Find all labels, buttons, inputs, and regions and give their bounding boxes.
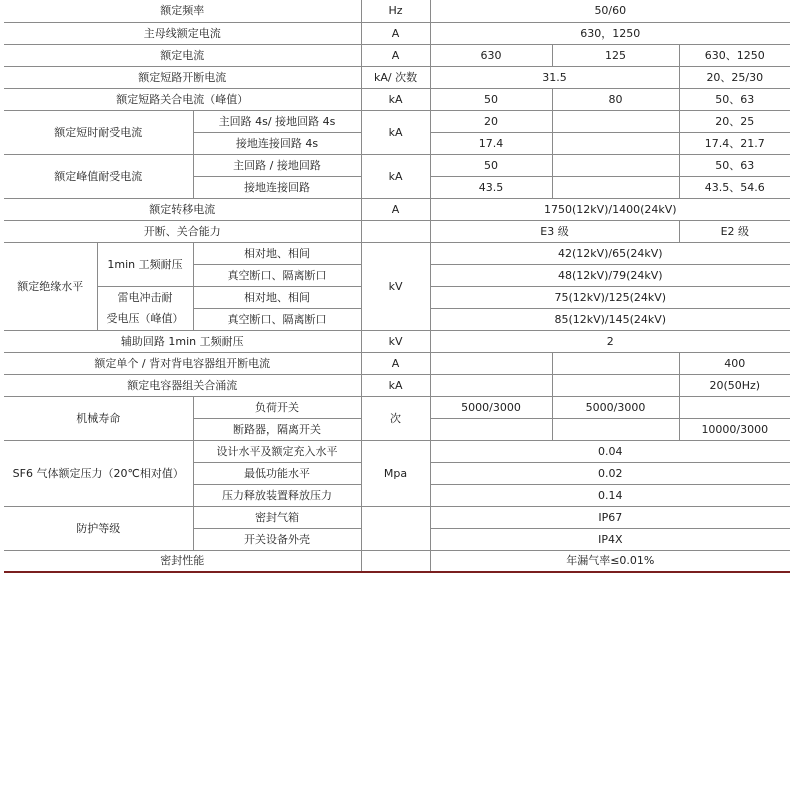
- table-row: [4, 88, 790, 110]
- value-cell: 10000/3000: [679, 418, 790, 440]
- table-row: [4, 242, 790, 264]
- table-row: [4, 330, 790, 352]
- table-row: [4, 220, 790, 242]
- row-label: 额定短时耐受电流: [4, 110, 193, 154]
- value-cell: 125: [552, 44, 679, 66]
- value-cell: [552, 110, 679, 132]
- row-label: 额定短路开断电流: [4, 66, 361, 88]
- row-label: 额定短路关合电流（峰值）: [4, 88, 361, 110]
- value-cell: E3 级: [430, 220, 679, 242]
- unit-cell: kV: [361, 242, 430, 330]
- value-cell: [552, 374, 679, 396]
- value-cell: [679, 396, 790, 418]
- value-cell: [552, 132, 679, 154]
- value-cell: E2 级: [679, 220, 790, 242]
- sub-label: 压力释放装置释放压力: [193, 484, 361, 506]
- table-row: [4, 110, 790, 132]
- row-label: 开断、关合能力: [4, 220, 361, 242]
- unit-cell: A: [361, 22, 430, 44]
- unit-cell: A: [361, 44, 430, 66]
- unit-cell: A: [361, 352, 430, 374]
- row-label: 密封性能: [4, 550, 361, 572]
- unit-cell: [361, 550, 430, 572]
- value-cell: 630，1250: [430, 22, 790, 44]
- value-cell: [552, 154, 679, 176]
- unit-cell: A: [361, 198, 430, 220]
- row-label: 额定绝缘水平: [4, 242, 97, 330]
- value-cell: 80: [552, 88, 679, 110]
- value-cell: 43.5、54.6: [679, 176, 790, 198]
- value-cell: [430, 352, 552, 374]
- row-label: 额定电容器组关合涌流: [4, 374, 361, 396]
- value-cell: 17.4、21.7: [679, 132, 790, 154]
- sub-label: 相对地、相间: [193, 286, 361, 308]
- sub-label: 相对地、相间: [193, 242, 361, 264]
- unit-cell: 次: [361, 396, 430, 440]
- value-cell: 0.02: [430, 462, 790, 484]
- unit-cell: [361, 220, 430, 242]
- group-label: 受电压（峰值）: [97, 308, 193, 330]
- value-cell: 20: [430, 110, 552, 132]
- value-cell: IP4X: [430, 528, 790, 550]
- value-cell: [552, 176, 679, 198]
- table-row: [4, 66, 790, 88]
- value-cell: 48(12kV)/79(24kV): [430, 264, 790, 286]
- value-cell: [430, 374, 552, 396]
- value-cell: 50: [430, 154, 552, 176]
- unit-cell: kA: [361, 110, 430, 154]
- unit-cell: kA/ 次数: [361, 66, 430, 88]
- row-label: 辅助回路 1min 工频耐压: [4, 330, 361, 352]
- value-cell: 630: [430, 44, 552, 66]
- table-row: [4, 396, 790, 418]
- table-row: [4, 550, 790, 572]
- table-row: [4, 374, 790, 396]
- sub-label: 接地连接回路 4s: [193, 132, 361, 154]
- row-label: 主母线额定电流: [4, 22, 361, 44]
- value-cell: 50、63: [679, 154, 790, 176]
- value-cell: 42(12kV)/65(24kV): [430, 242, 790, 264]
- table-row: [4, 44, 790, 66]
- value-cell: 1750(12kV)/1400(24kV): [430, 198, 790, 220]
- unit-cell: kA: [361, 88, 430, 110]
- value-cell: 50: [430, 88, 552, 110]
- value-cell: [552, 418, 679, 440]
- row-label: 防护等级: [4, 506, 193, 550]
- group-label: 雷电冲击耐: [97, 286, 193, 308]
- sub-label: 最低功能水平: [193, 462, 361, 484]
- value-cell: 75(12kV)/125(24kV): [430, 286, 790, 308]
- value-cell: 400: [679, 352, 790, 374]
- unit-cell: kA: [361, 374, 430, 396]
- value-cell: [552, 352, 679, 374]
- table-row: [4, 352, 790, 374]
- sub-label: 真空断口、隔离断口: [193, 264, 361, 286]
- table-row: [4, 154, 790, 176]
- value-cell: 31.5: [430, 66, 679, 88]
- sub-label: 设计水平及额定充入水平: [193, 440, 361, 462]
- row-label: 额定电流: [4, 44, 361, 66]
- sub-label: 断路器，隔离开关: [193, 418, 361, 440]
- value-cell: 85(12kV)/145(24kV): [430, 308, 790, 330]
- sub-label: 接地连接回路: [193, 176, 361, 198]
- unit-cell: Hz: [361, 0, 430, 22]
- value-cell: 20、25: [679, 110, 790, 132]
- value-cell: 2: [430, 330, 790, 352]
- value-cell: 0.04: [430, 440, 790, 462]
- sub-label: 真空断口、隔离断口: [193, 308, 361, 330]
- table-row: [4, 0, 790, 22]
- value-cell: 630、1250: [679, 44, 790, 66]
- value-cell: 年漏气率≤0.01%: [430, 550, 790, 572]
- value-cell: 50/60: [430, 0, 790, 22]
- value-cell: 5000/3000: [430, 396, 552, 418]
- unit-cell: kA: [361, 154, 430, 198]
- spec-table: [4, 0, 790, 573]
- row-label: 额定单个 / 背对背电容器组开断电流: [4, 352, 361, 374]
- value-cell: 43.5: [430, 176, 552, 198]
- sub-label: 开关设备外壳: [193, 528, 361, 550]
- value-cell: [430, 418, 552, 440]
- unit-cell: Mpa: [361, 440, 430, 506]
- group-label: 1min 工频耐压: [97, 242, 193, 286]
- sub-label: 主回路 4s/ 接地回路 4s: [193, 110, 361, 132]
- table-row: [4, 198, 790, 220]
- unit-cell: [361, 506, 430, 550]
- table-row: [4, 506, 790, 528]
- value-cell: IP67: [430, 506, 790, 528]
- value-cell: 5000/3000: [552, 396, 679, 418]
- value-cell: 17.4: [430, 132, 552, 154]
- row-label: 机械寿命: [4, 396, 193, 440]
- value-cell: 50、63: [679, 88, 790, 110]
- sub-label: 主回路 / 接地回路: [193, 154, 361, 176]
- value-cell: 0.14: [430, 484, 790, 506]
- value-cell: 20(50Hz): [679, 374, 790, 396]
- row-label: 额定频率: [4, 0, 361, 22]
- table-row: [4, 440, 790, 462]
- table-row: [4, 22, 790, 44]
- row-label: SF6 气体额定压力（20℃相对值）: [4, 440, 193, 506]
- unit-cell: kV: [361, 330, 430, 352]
- sub-label: 密封气箱: [193, 506, 361, 528]
- sub-label: 负荷开关: [193, 396, 361, 418]
- row-label: 额定峰值耐受电流: [4, 154, 193, 198]
- row-label: 额定转移电流: [4, 198, 361, 220]
- value-cell: 20、25/30: [679, 66, 790, 88]
